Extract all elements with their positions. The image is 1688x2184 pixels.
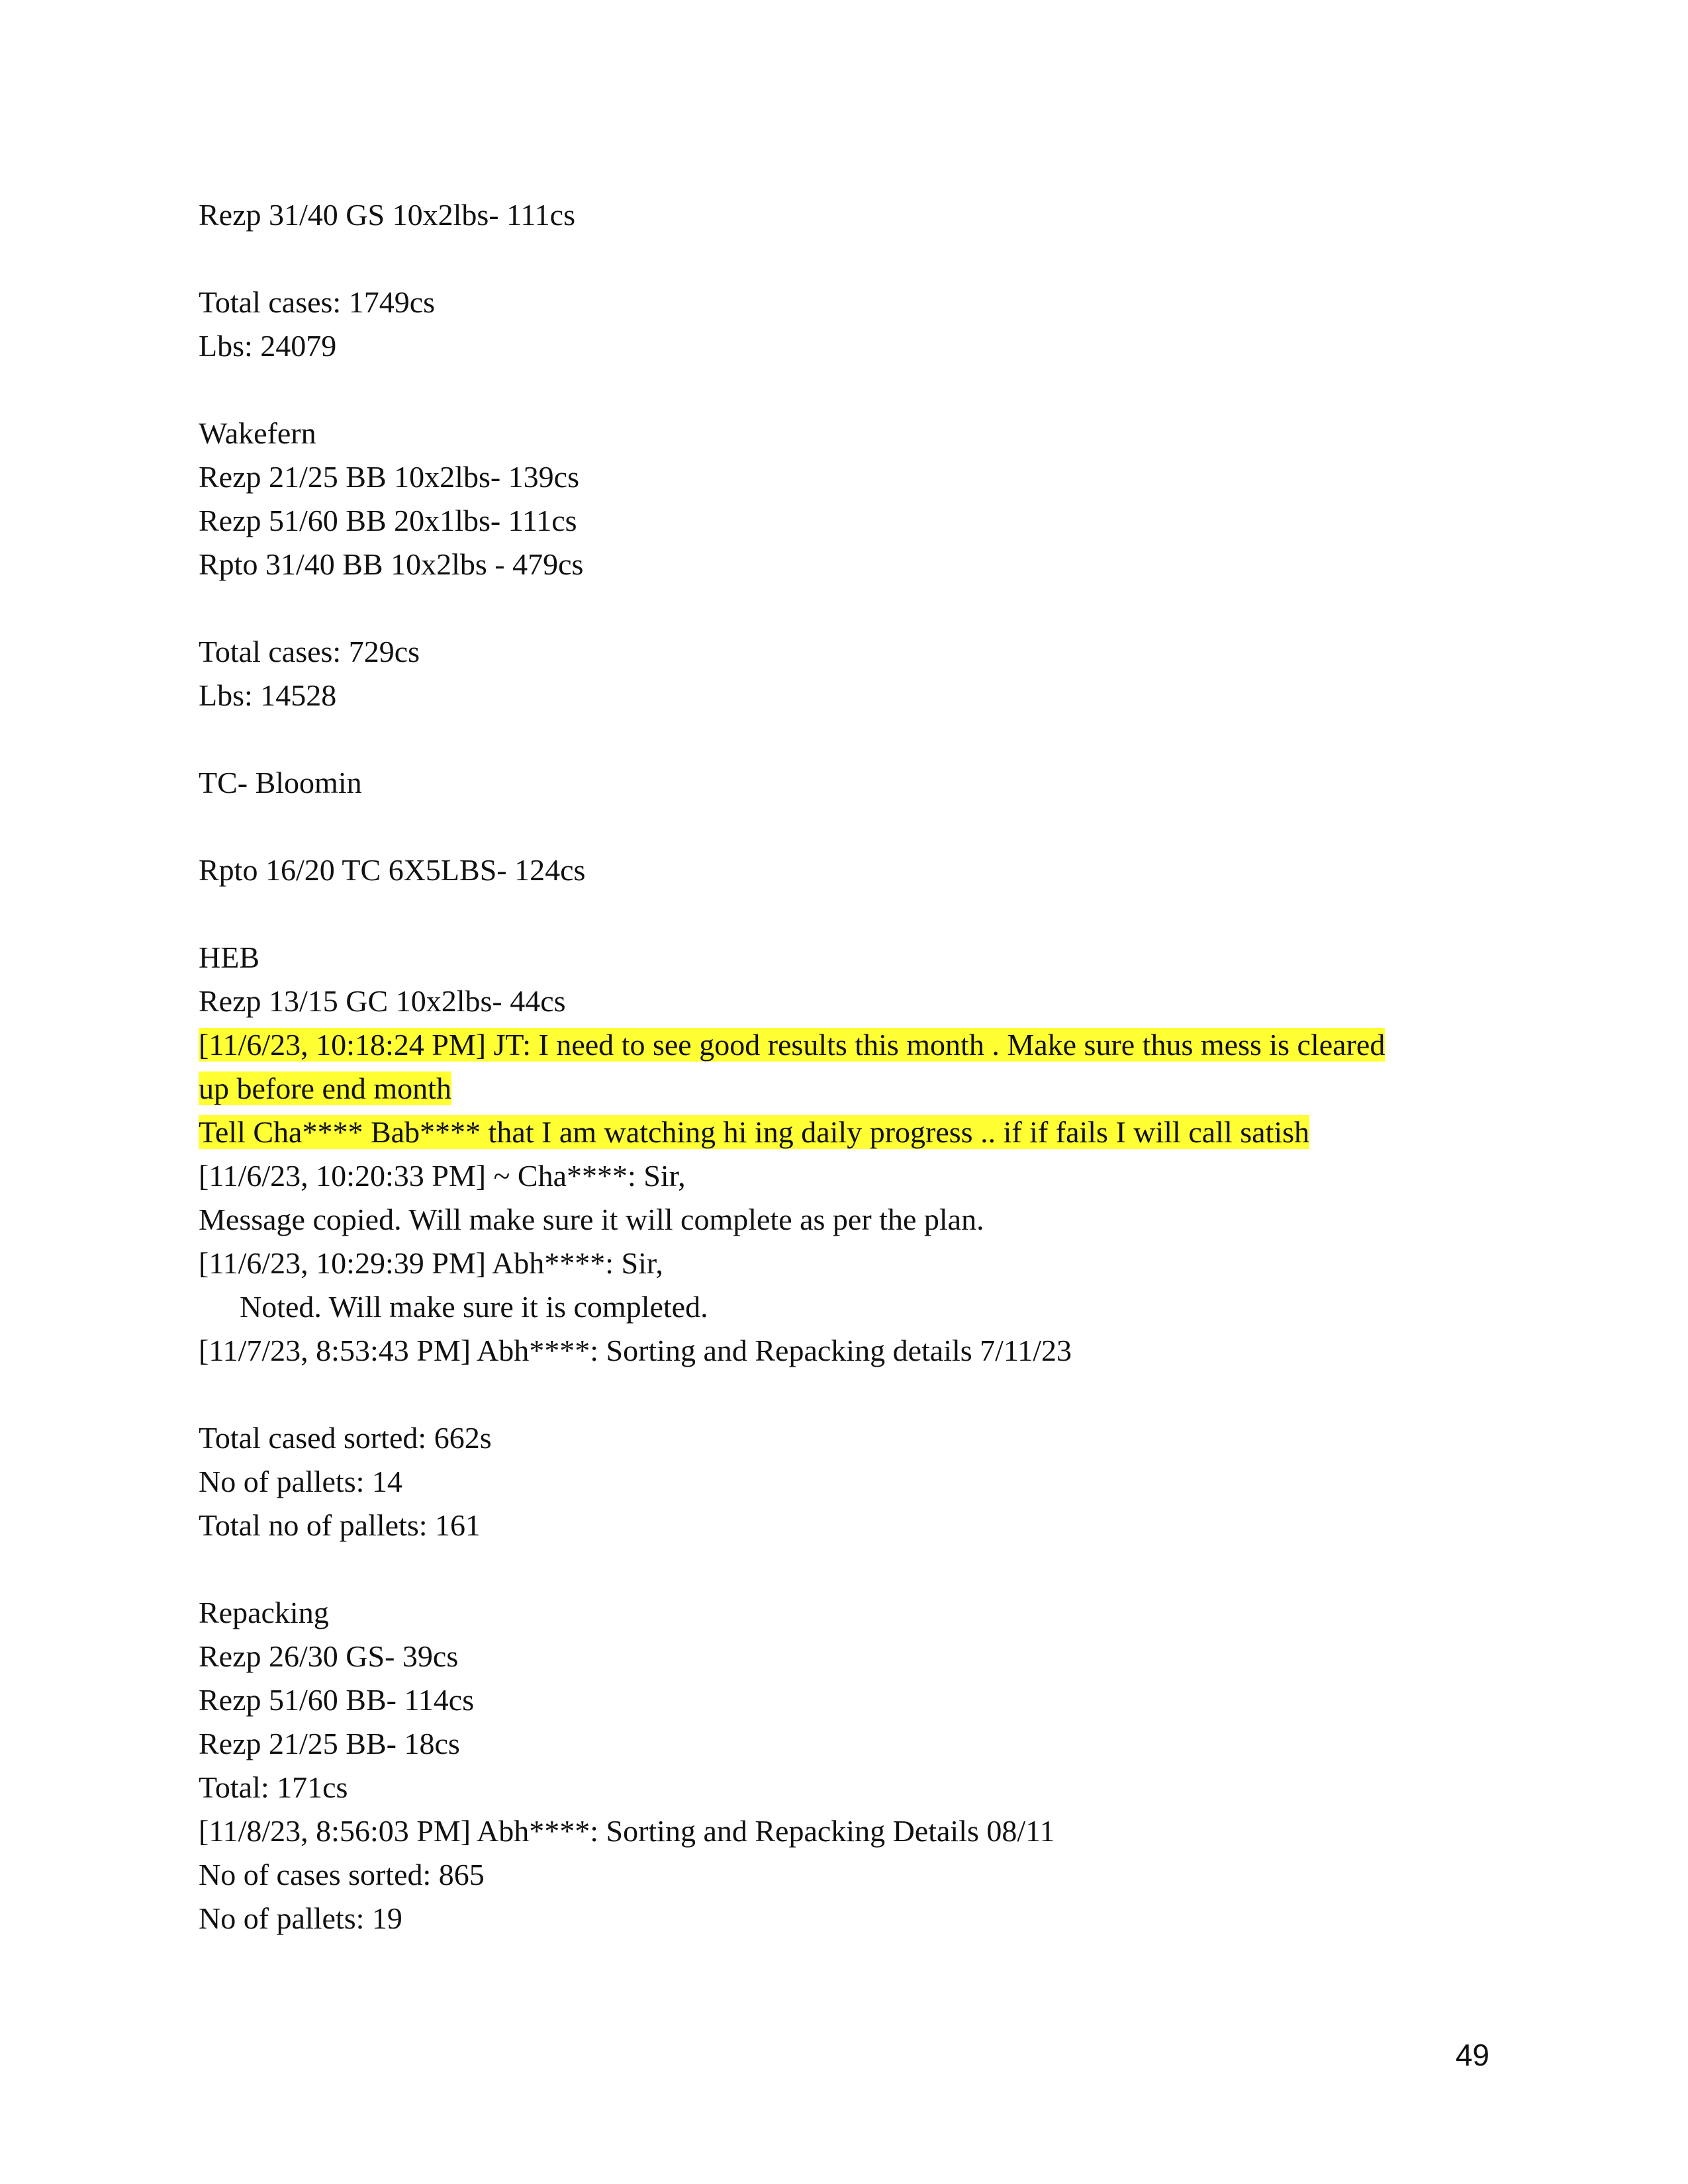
text-line: Rezp 21/25 BB 10x2lbs- 139cs: [199, 460, 579, 494]
text-line: Rezp 31/40 GS 10x2lbs- 111cs: [199, 198, 576, 232]
text-line: Lbs: 14528: [199, 678, 337, 712]
blank-line: [199, 805, 1523, 848]
text-line: No of pallets: 14: [199, 1465, 402, 1498]
section-heading: Wakefern: [199, 416, 316, 450]
blank-line: [199, 717, 1523, 761]
blank-line: [199, 892, 1523, 936]
highlighted-line: [199, 1023, 1523, 1067]
text-line: No of cases sorted: 865: [199, 1858, 485, 1891]
section-heading: HEB: [199, 940, 259, 974]
text-line: Rezp 51/60 BB- 114cs: [199, 1683, 475, 1717]
blank-line: [199, 237, 1523, 281]
chat-message: [11/8/23, 8:56:03 PM] Abh****: Sorting and Repacking Details 08/11: [199, 1814, 1055, 1848]
highlighted-text: [11/6/23, 10:18:24 PM] JT: I need to see good results this month . Make sure thus mess is cleared: [199, 1028, 1385, 1062]
blank-line: [199, 1373, 1523, 1416]
text-line: Rezp 13/15 GC 10x2lbs- 44cs: [199, 984, 566, 1018]
section-heading: Repacking: [199, 1596, 329, 1629]
indented-line: Noted. Will make sure it is completed.: [240, 1290, 708, 1324]
text-line: Total no of pallets: 161: [199, 1508, 481, 1542]
highlighted-line: [199, 1111, 1523, 1154]
text-line: Rpto 31/40 BB 10x2lbs - 479cs: [199, 547, 584, 581]
page-number: 49: [1455, 2038, 1489, 2072]
highlighted-line: [199, 1067, 1523, 1111]
highlighted-text: Tell Cha**** Bab**** that I am watching hi ing daily progress .. if if fails I will call satish: [199, 1115, 1310, 1149]
text-line: No of pallets: 19: [199, 1901, 402, 1935]
text-line: Rpto 16/20 TC 6X5LBS- 124cs: [199, 853, 586, 887]
blank-line: [199, 586, 1523, 630]
blank-line: [199, 1547, 1523, 1591]
text-line: Total cases: 729cs: [199, 635, 420, 668]
chat-message: [11/6/23, 10:20:33 PM] ~ Cha****: Sir,: [199, 1159, 686, 1193]
highlighted-text: up before end month: [199, 1071, 451, 1105]
text-line: Rezp 26/30 GS- 39cs: [199, 1639, 459, 1673]
text-line: Lbs: 24079: [199, 329, 337, 363]
section-heading: TC- Bloomin: [199, 766, 362, 799]
text-line: Total: 171cs: [199, 1770, 348, 1804]
chat-message: [11/6/23, 10:29:39 PM] Abh****: Sir,: [199, 1246, 663, 1280]
document-body: [199, 193, 1523, 1940]
text-line: Rezp 51/60 BB 20x1lbs- 111cs: [199, 504, 577, 537]
text-line: Rezp 21/25 BB- 18cs: [199, 1727, 460, 1760]
text-line: Total cased sorted: 662s: [199, 1421, 492, 1455]
blank-line: [199, 368, 1523, 412]
text-line: Total cases: 1749cs: [199, 285, 436, 319]
text-line: Message copied. Will make sure it will complete as per the plan.: [199, 1203, 984, 1236]
chat-message: [11/7/23, 8:53:43 PM] Abh****: Sorting and Repacking details 7/11/23: [199, 1334, 1072, 1367]
